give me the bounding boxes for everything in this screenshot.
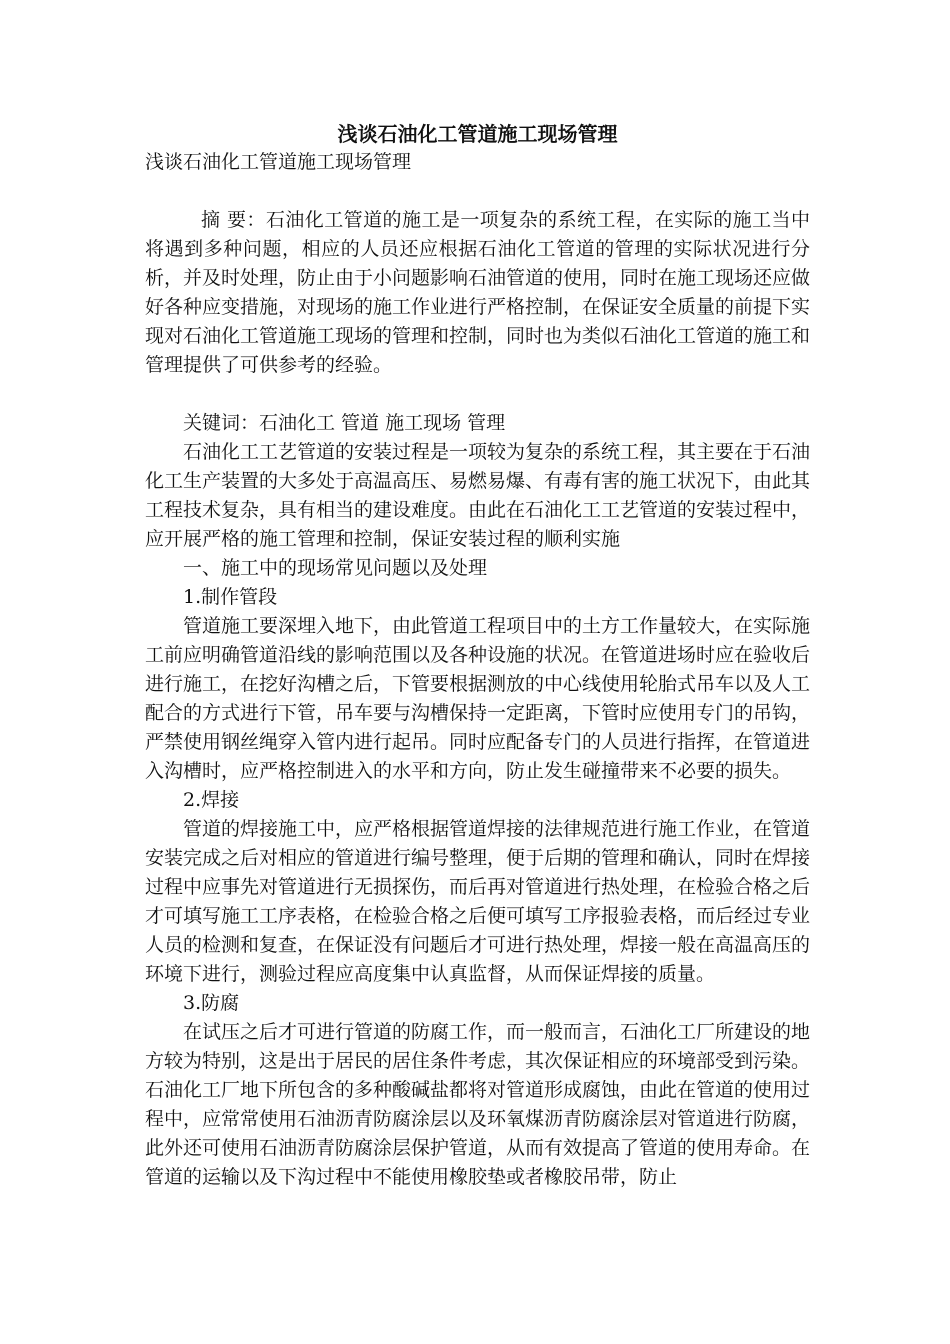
spacer: [145, 177, 810, 206]
body-paragraph: 在试压之后才可进行管道的防腐工作，而一般而言，石油化工厂所建设的地方较为特别，这是出于居民的居住条件考虑，其次保证相应的环境部受到污染。石油化工厂地下所包含的多种酸碱盐都将对管道形成腐蚀，由此在管道的使用过程中，应常常使用石油沥青防腐涂层以及环氧煤沥青防腐涂层对管道进行防腐，此外还可使用石油沥青防腐涂层保护管道，从而有效提高了管道的使用寿命。在管道的运输以及下沟过程中不能使用橡胶垫或者橡胶吊带，防止: [145, 1021, 811, 1188]
subsection-heading: 2.焊接: [183, 789, 240, 811]
abstract-paragraph: 摘 要：石油化工管道的施工是一项复杂的系统工程，在实际的施工当中将遇到多种问题，相应的人员还应根据石油化工管道的管理的实际状况进行分析，并及时处理，防止由于小问题影响石油管道的使用，同时在施工现场还应做好各种应变措施，对现场的施工作业进行严格控制，在保证安全质量的前提下实现对石油化工管道施工现场的管理和控制，同时也为类似石油化工管道的施工和管理提供了可供参考的经验。: [145, 209, 811, 376]
spacer: [145, 380, 810, 409]
intro-paragraph: 石油化工工艺管道的安装过程是一项较为复杂的系统工程，其主要在于石油化工生产装置的大多处于高温高压、易燃易爆、有毒有害的施工状况下，由此其工程技术复杂，具有相当的建设难度。由此在石油化工工艺管道的安装过程中，应开展严格的施工管理和控制，保证安装过程的顺利实施: [145, 441, 811, 550]
section-heading: 一、施工中的现场常见问题以及处理: [183, 557, 488, 579]
body-paragraph: 管道的焊接施工中，应严格根据管道焊接的法律规范进行施工作业，在管道安装完成之后对相应的管道进行编号整理，便于后期的管理和确认，同时在焊接过程中应事先对管道进行无损探伤，而后再对管道进行热处理，在检验合格之后才可填写施工工序表格，在检验合格之后便可填写工序报验表格，而后经过专业人员的检测和复查，在保证没有问题后才可进行热处理，焊接一般在高温高压的环境下进行，测验过程应高度集中认真监督，从而保证焊接的质量。: [145, 818, 811, 985]
subsection-heading: 3.防腐: [183, 992, 240, 1014]
subsection-heading: 1.制作管段: [183, 586, 278, 608]
keywords-line: 关键词：石油化工 管道 施工现场 管理: [183, 412, 506, 434]
document-page: [145, 120, 810, 1192]
document-title: 浅谈石油化工管道施工现场管理: [337, 122, 618, 146]
body-paragraph: 管道施工要深埋入地下，由此管道工程项目中的土方工作量较大，在实际施工前应明确管道沿线的影响范围以及各种设施的状况。在管道进场时应在验收后进行施工，在挖好沟槽之后，下管要根据测放的中心线使用轮胎式吊车以及人工配合的方式进行下管，吊车要与沟槽保持一定距离，下管时应使用专门的吊钩，严禁使用钢丝绳穿入管内进行起吊。同时应配备专门的人员进行指挥，在管道进入沟槽时，应严格控制进入的水平和方向，防止发生碰撞带来不必要的损失。: [145, 615, 811, 782]
document-subtitle: 浅谈石油化工管道施工现场管理: [145, 151, 412, 173]
